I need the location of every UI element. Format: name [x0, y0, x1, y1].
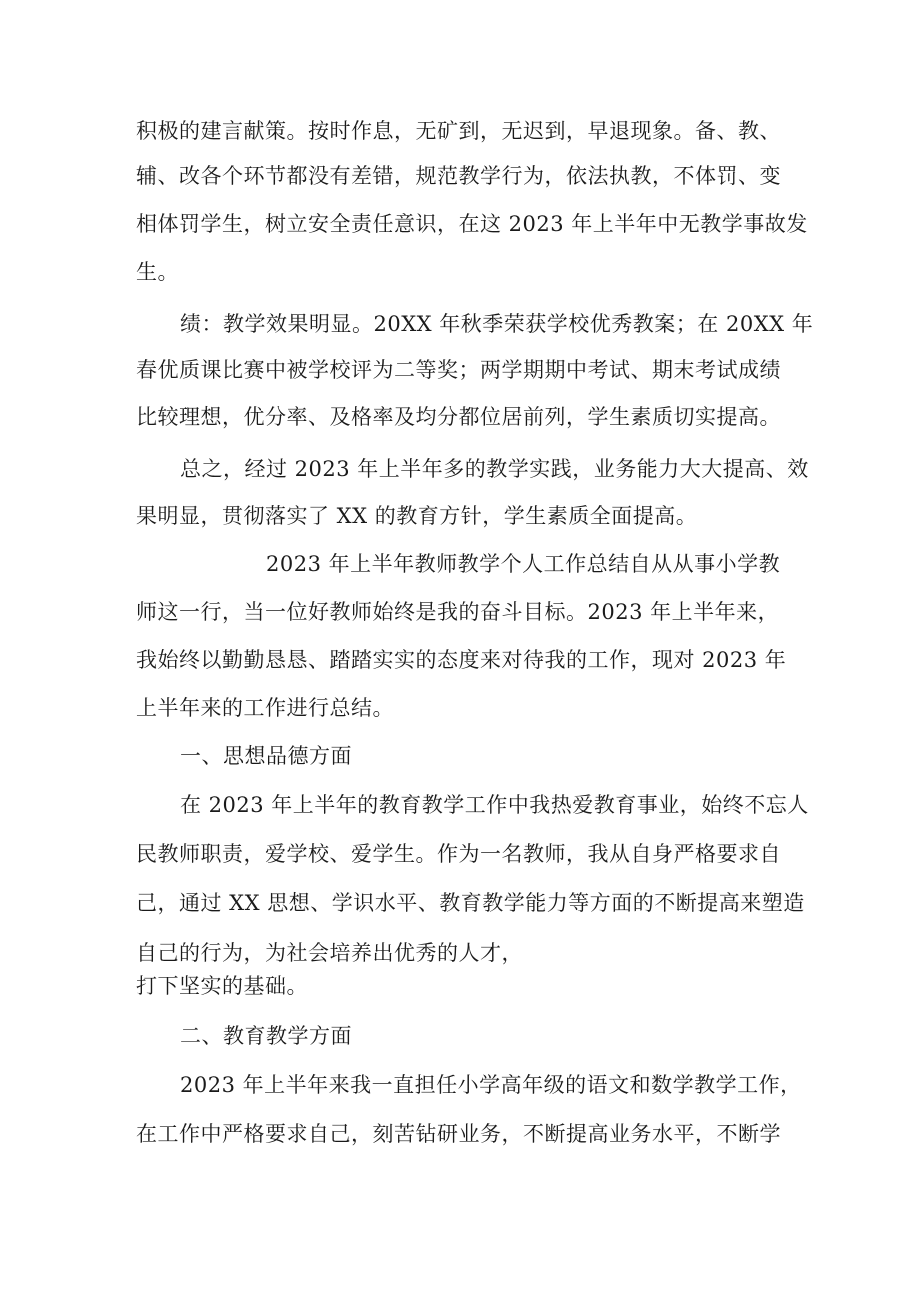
- text-line: 师这一行，当一位好教师始终是我的奋斗目标。2023 年上半年来，: [136, 600, 780, 624]
- paragraph-start-line: 绩：教学效果明显。20XX 年秋季荣获学校优秀教案；在 20XX 年: [180, 312, 814, 336]
- text-line: 比较理想，优分率、及格率及均分都位居前列，学生素质切实提高。: [136, 405, 781, 429]
- text-line: 辅、改各个环节都没有差错，规范教学行为，依法执教，不体罚、变: [136, 164, 781, 188]
- text-line: 自己的行为，为社会培养出优秀的人才，: [136, 941, 523, 965]
- text-line: 打下坚实的基础。: [136, 974, 308, 998]
- paragraph-start-line: 2023 年上半年来我一直担任小学高年级的语文和数学教学工作，: [180, 1073, 802, 1097]
- text-line: 己，通过 XX 思想、学识水平、教育教学能力等方面的不断提高来塑造: [136, 891, 805, 915]
- text-line: 相体罚学生，树立安全责任意识，在这 2023 年上半年中无教学事故发: [136, 212, 808, 236]
- text-line: 春优质课比赛中被学校评为二等奖；两学期期中考试、期末考试成绩: [136, 358, 781, 382]
- paragraph-start-line: 总之，经过 2023 年上半年多的教学实践，业务能力大大提高、效: [180, 457, 809, 481]
- text-line: 生。: [136, 260, 179, 284]
- text-line: 民教师职责，爱学校、爱学生。作为一名教师，我从自身严格要求自: [136, 842, 781, 866]
- section-heading-teaching: 二、教育教学方面: [180, 1024, 352, 1048]
- paragraph-start-line: 在 2023 年上半年的教育教学工作中我热爱教育事业，始终不忘人: [180, 793, 809, 817]
- text-line: 上半年来的工作进行总结。: [136, 696, 394, 720]
- section-title-line: 2023 年上半年教师教学个人工作总结自从从事小学教: [266, 552, 781, 576]
- text-line: 积极的建言献策。按时作息，无矿到，无迟到，早退现象。备、教、: [136, 119, 781, 143]
- text-line: 我始终以勤勤恳恳、踏踏实实的态度来对待我的工作，现对 2023 年: [136, 648, 787, 672]
- text-line: 果明显，贯彻落实了 XX 的教育方针，学生素质全面提高。: [136, 504, 698, 528]
- section-heading-thought: 一、思想品德方面: [180, 744, 352, 768]
- text-line: 在工作中严格要求自己，刻苦钻研业务，不断提高业务水平，不断学: [136, 1122, 781, 1146]
